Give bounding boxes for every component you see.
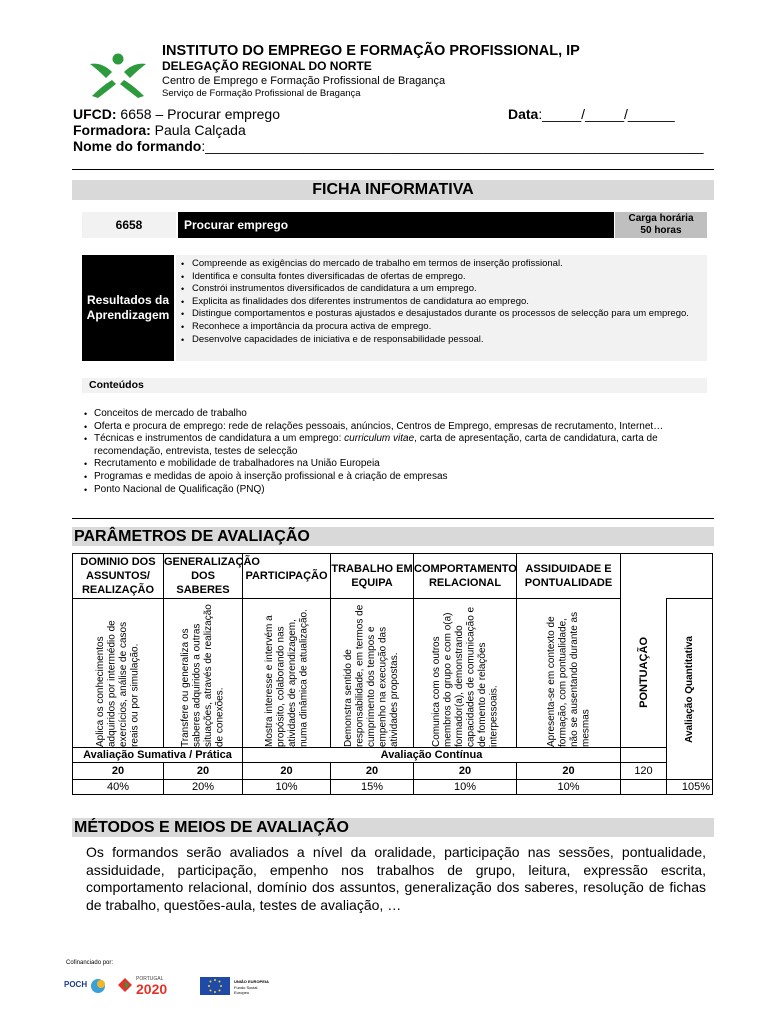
desc-cell [517, 599, 621, 748]
empty-cell [621, 748, 667, 763]
list-item [94, 433, 719, 458]
evaluation-table [72, 553, 713, 795]
header-comportamento: COMPORTAMENTO RELACIONAL [414, 554, 517, 599]
list-item-italic: curriculum vitae [344, 433, 415, 445]
service-name: Serviço de Formação Profissional de Bragança [162, 88, 361, 99]
trainee-line [73, 138, 715, 155]
date-label: Data [508, 106, 539, 122]
learning-outcomes-list [176, 255, 707, 346]
ufcd-line [73, 106, 280, 123]
trainer-line [73, 122, 246, 139]
percent-empty [621, 780, 667, 795]
portugal2020-mark [118, 978, 132, 992]
continua-label: Avaliação Contínua [243, 748, 621, 763]
eu-flag [200, 977, 230, 995]
list-item: • Desenvolve capacidades de iniciativa e de responsabilidade pessoal. [192, 334, 707, 347]
methods-title: MÉTODOS E MEIOS DE AVALIAÇÃO [72, 818, 714, 837]
table-row [73, 554, 713, 599]
header-generalizacao: GENERALIZAÇÃO DOS SABERES [164, 554, 243, 599]
pontuacao-label: PONTUAÇÃO [637, 637, 650, 709]
institute-name: INSTITUTO DO EMPREGO E FORMAÇÃO PROFISSIONAL, IP [162, 43, 580, 59]
trainer-value: Paula Calçada [150, 122, 246, 138]
header-assiduidade: ASSIDUIDADE E PONTUALIDADE [517, 554, 621, 599]
table-row [73, 599, 713, 748]
header-empty [621, 554, 713, 599]
contents-list [82, 408, 719, 496]
parameters-title: PARÂMETROS DE AVALIAÇÃO [72, 527, 714, 546]
poch-text: POCH [64, 980, 88, 989]
table-row [73, 780, 713, 795]
learning-outcomes-box [176, 255, 707, 361]
avaliacao-quant-label: Avaliação Quantitativa [684, 635, 695, 743]
desc-generalizacao: Transfere ou generaliza os saberes adquiridos a outras situações, através de realização de conexões. [180, 604, 226, 747]
workload-label: Carga horária [628, 213, 694, 224]
header-dominio: DOMINIO DOS ASSUNTOS/ REALIZAÇÃO [73, 554, 164, 599]
desc-cell [243, 599, 331, 748]
desc-cell [164, 599, 243, 748]
percent-cell: 40% [73, 780, 164, 795]
score-total: 120 [621, 763, 667, 780]
sumativa-label: Avaliação Sumativa / Prática [73, 748, 243, 763]
list-item: • Compreende as exigências do mercado de trabalho em termos de inserção profissional. [192, 258, 707, 271]
header-participacao: PARTICIPAÇÃO [243, 554, 331, 599]
ficha-title: FICHA INFORMATIVA [72, 180, 714, 200]
score-cell: 20 [414, 763, 517, 780]
workload [615, 212, 707, 238]
desc-participacao: Mostra interesse e intervém a propósito, colaborando nas atividades de aprendizagem, numa dinâmica de atualização. [263, 609, 309, 747]
list-item: • Programas e medidas de apoio à inserção profissional e à criação de empresas [94, 471, 719, 484]
score-cell: 20 [243, 763, 331, 780]
p2020-text: 2020 [136, 981, 168, 997]
desc-cell [73, 599, 164, 748]
list-item: • Ponto Nacional de Qualificação (PNQ) [94, 484, 719, 497]
score-cell: 20 [73, 763, 164, 780]
percent-cell: 15% [331, 780, 414, 795]
centre-name: Centro de Emprego e Formação Profissional de Bragança [162, 75, 446, 87]
trainee-label: Nome do formando [73, 138, 202, 154]
divider [72, 518, 714, 519]
desc-cell [331, 599, 414, 748]
delegation-name: DELEGAÇÃO REGIONAL DO NORTE [162, 59, 372, 73]
date-value: :_____/_____/______ [538, 106, 675, 122]
desc-cell [414, 599, 517, 748]
score-cell: 20 [164, 763, 243, 780]
poch-logo [64, 976, 108, 996]
desc-trabalho-equipa: Demonstra sentido de responsabilidade, em termos de cumprimento dos tempos e empenho na execução das atividades propostas. [343, 604, 401, 747]
ufcd-value: 6658 – Procurar emprego [116, 106, 280, 122]
divider [72, 169, 714, 170]
percent-total: 105% [667, 780, 713, 795]
list-item: • Recrutamento e mobilidade de trabalhadores na União Europeia [94, 458, 719, 471]
score-cell: 20 [331, 763, 414, 780]
eu-text: UNIÃO EUROPEIA [234, 979, 269, 984]
list-item: • Conceitos de mercado de trabalho [94, 408, 719, 421]
methods-text: Os formandos serão avaliados a nível da oralidade, participação nas sessões, pontualidade, assiduidade, participação, empenho nos trabalhos de grupo, leitura, expressão escrita, comportamento relacional, domínio dos assuntos, generalização dos saberes, resolução de fichas de trabalho, questões-aula, testes de avaliação, … [86, 844, 706, 913]
score-cell: 20 [517, 763, 621, 780]
pontuacao-cell [621, 599, 667, 748]
percent-cell: 10% [414, 780, 517, 795]
iefp-logo [88, 52, 148, 100]
desc-assiduidade: Apresenta-se em contexto de formação, com pontualidade, não se ausentando durante as mesmas [545, 611, 591, 747]
list-item: • Constrói instrumentos diversificados de candidatura a um emprego. [192, 283, 707, 296]
workload-value: 50 horas [640, 225, 682, 236]
percent-cell: 10% [517, 780, 621, 795]
header-trabalho-equipa: TRABALHO EM EQUIPA [331, 554, 414, 599]
learning-outcomes-label-text: Resultados da Aprendizagem [86, 293, 170, 322]
module-title: Procurar emprego [178, 212, 614, 238]
list-item: • Identifica e consulta fontes diversificadas de ofertas de emprego. [192, 271, 707, 284]
list-item: • Reconhece a importância da procura activa de emprego. [192, 321, 707, 334]
avaliacao-quant-cell [667, 599, 713, 780]
trainee-value: :________________________________________________________________ [201, 138, 704, 154]
contents-label: Conteúdos [82, 378, 707, 393]
list-item: • Distingue comportamentos e posturas ajustados e desajustados durante os processos de selecção para um emprego. [192, 308, 707, 321]
list-item-text-rest: , carta de apresentação, carta de candidatura, carta de recomendação, entrevista, testes de selecção [94, 433, 658, 457]
portugal-text: PORTUGAL [136, 976, 164, 982]
list-item: • Oferta e procura de emprego: rede de relações pessoais, anúncios, Centros de Emprego, empresas de recrutamento, Internet… [94, 421, 719, 434]
module-code: 6658 [82, 212, 176, 238]
desc-dominio: Aplica os conhecimentos adquiridos por intermédio de exercícios, análise de casos reais ou por simulação. [95, 620, 141, 747]
list-item: • Explicita as finalidades dos diferentes instrumentos de candidatura ao emprego. [192, 296, 707, 309]
trainer-label: Formadora: [73, 122, 151, 138]
portugal2020-logo [118, 976, 190, 996]
learning-outcomes-label [82, 255, 174, 361]
table-row [73, 763, 713, 780]
desc-comportamento: Comunica com os outros membros do grupo e com o(a) formador(a), demonstrando capacidades de comunicação e de fomento de relações interpessoais. [430, 606, 499, 747]
fse-text: Fundo Social Europeu [234, 985, 258, 995]
percent-cell: 20% [164, 780, 243, 795]
ufcd-label: UFCD: [73, 106, 117, 122]
cofinanced-label: Cofinanciado por: [66, 960, 114, 966]
table-row [73, 748, 713, 763]
date-line [508, 106, 675, 123]
percent-cell: 10% [243, 780, 331, 795]
list-item-text: Técnicas e instrumentos de candidatura a um emprego: [94, 433, 345, 445]
eu-logo [200, 976, 270, 996]
